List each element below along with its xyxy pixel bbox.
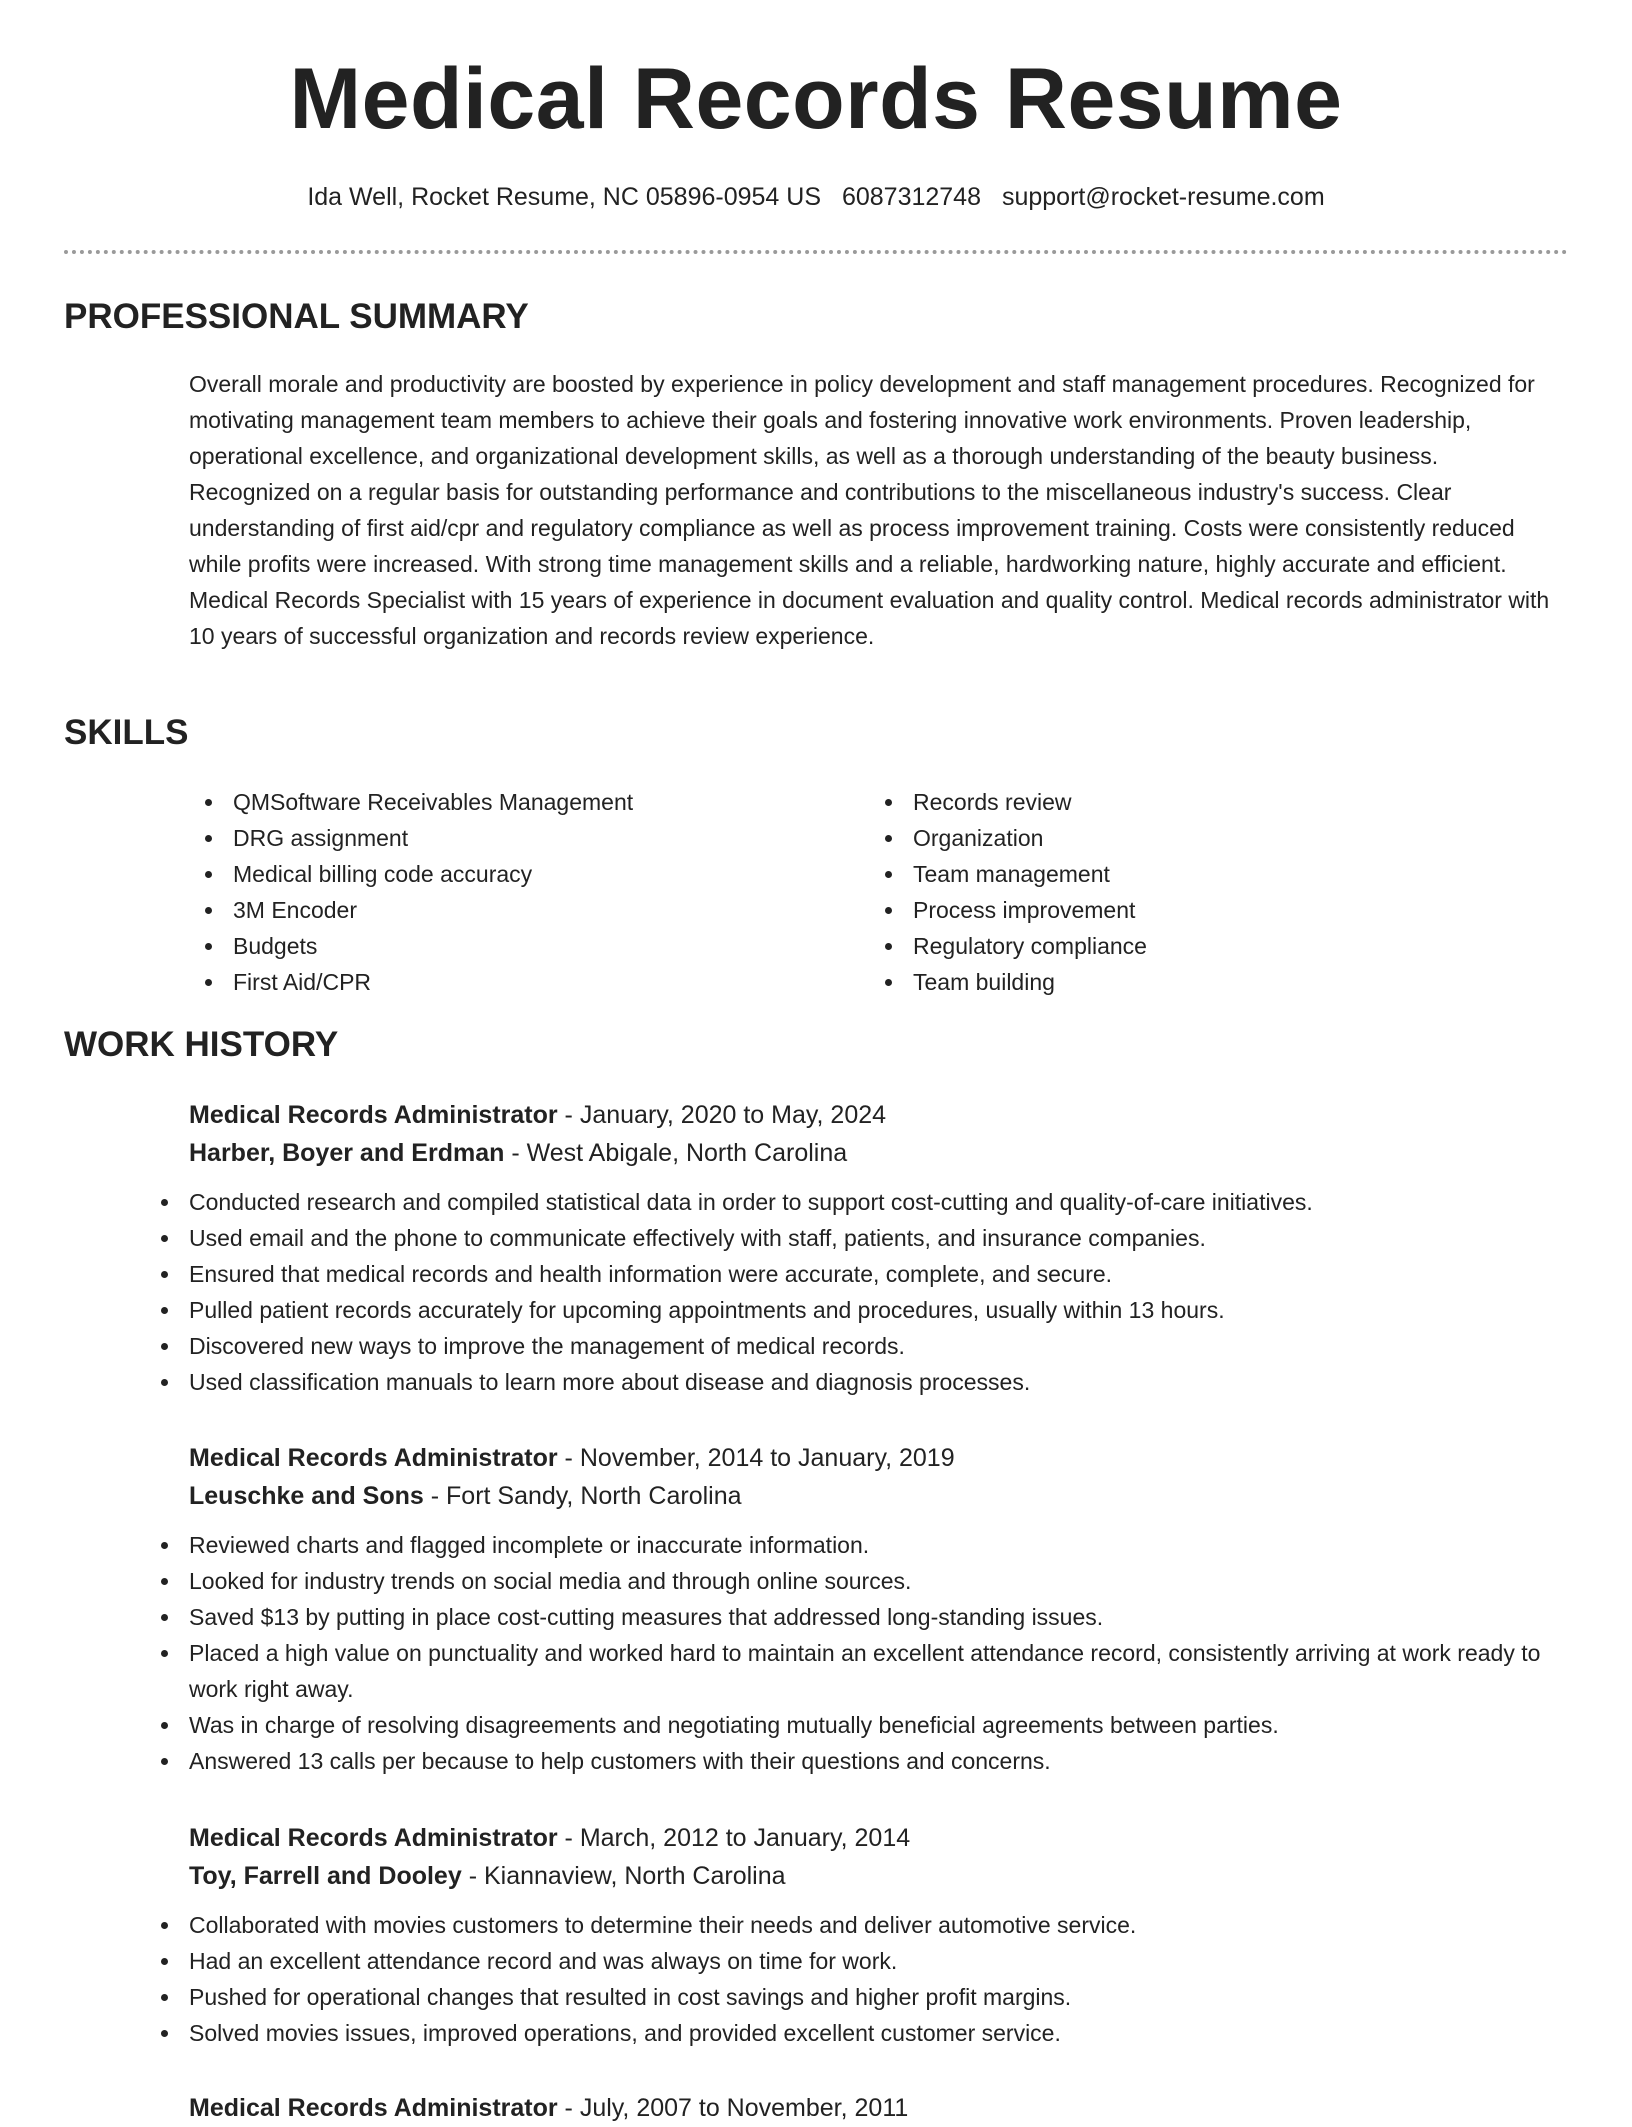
skill-item: Team management [869, 856, 1469, 892]
job-title: Medical Records Administrator [189, 2094, 558, 2122]
skill-item: QMSoftware Receivables Management [189, 784, 789, 820]
job-bullet: Pulled patient records accurately for upcoming appointments and procedures, usually within 13 hours. [145, 1292, 1569, 1328]
job-bullet: Collaborated with movies customers to determine their needs and deliver automotive service. [145, 1907, 1569, 1943]
job-bullets [145, 1527, 1569, 1779]
job-bullet: Reviewed charts and flagged incomplete or inaccurate information. [145, 1527, 1569, 1563]
summary-heading: PROFESSIONAL SUMMARY [64, 297, 529, 336]
job-location: - West Abigale, North Carolina [504, 1139, 848, 1167]
header-divider [64, 250, 1568, 254]
job-title: Medical Records Administrator [189, 1444, 558, 1472]
job-bullet: Conducted research and compiled statistical data in order to support cost-cutting and quality-of-care initiatives. [145, 1184, 1569, 1220]
job-title-line [189, 2089, 1569, 2127]
job-entry [189, 2089, 1569, 2127]
job-entry [189, 1439, 1569, 1779]
job-dates: - March, 2012 to January, 2014 [557, 1824, 911, 1852]
work-history-heading: WORK HISTORY [64, 1025, 339, 1064]
job-dates: - July, 2007 to November, 2011 [557, 2094, 909, 2122]
job-title-line [189, 1819, 1569, 1857]
skill-item: Medical billing code accuracy [189, 856, 789, 892]
job-bullet: Looked for industry trends on social media and through online sources. [145, 1563, 1569, 1599]
job-entry [189, 1096, 1569, 1400]
job-company-line [189, 1857, 1569, 1895]
skills-heading: SKILLS [64, 713, 189, 752]
job-bullets [145, 1907, 1569, 2051]
job-bullet: Used email and the phone to communicate effectively with staff, patients, and insurance companies. [145, 1220, 1569, 1256]
job-title: Medical Records Administrator [189, 1101, 558, 1129]
skill-item: Process improvement [869, 892, 1469, 928]
job-bullet: Ensured that medical records and health information were accurate, complete, and secure. [145, 1256, 1569, 1292]
job-location: - Kiannaview, North Carolina [461, 1862, 786, 1890]
job-bullet: Pushed for operational changes that resulted in cost savings and higher profit margins. [145, 1979, 1569, 2015]
contact-address: Ida Well, Rocket Resume, NC 05896-0954 US [307, 183, 821, 211]
job-bullet: Discovered new ways to improve the management of medical records. [145, 1328, 1569, 1364]
contact-email: support@rocket-resume.com [1001, 183, 1325, 211]
skill-item: Regulatory compliance [869, 928, 1469, 964]
job-dates: - November, 2014 to January, 2019 [557, 1444, 955, 1472]
job-bullet: Solved movies issues, improved operations, and provided excellent customer service. [145, 2015, 1569, 2051]
job-bullet: Answered 13 calls per because to help customers with their questions and concerns. [145, 1743, 1569, 1779]
skills-list-left [189, 784, 789, 1000]
skills-list-right [869, 784, 1469, 1000]
job-company-line [189, 1134, 1569, 1172]
skill-item: 3M Encoder [189, 892, 789, 928]
job-company: Leuschke and Sons [189, 1482, 424, 1510]
summary-text: Overall morale and productivity are boosted by experience in policy development and staff management procedures. Recognized for motivating management team members to achieve their goals and fostering innovative work environments. Proven leadership, operational excellence, and organizational development skills, as well as a thorough understanding of the beauty business. Recognized on a regular basis for outstanding performance and contributions to the miscellaneous industry's success. Clear understanding of first aid/cpr and regulatory compliance as well as process improvement training. Costs were consistently reduced while profits were increased. With strong time management skills and a reliable, hardworking nature, highly accurate and efficient. Medical Records Specialist with 15 years of experience in document evaluation and quality control. Medical records administrator with 10 years of successful organization and records review experience. [189, 371, 1550, 649]
skill-item: Team building [869, 964, 1469, 1000]
page-title: Medical Records Resume [289, 51, 1343, 147]
job-title-line [189, 1439, 1569, 1477]
job-entry [189, 1819, 1569, 2051]
skill-item: Records review [869, 784, 1469, 820]
skill-item: Organization [869, 820, 1469, 856]
job-bullet: Was in charge of resolving disagreements and negotiating mutually beneficial agreements between parties. [145, 1707, 1569, 1743]
skill-item: First Aid/CPR [189, 964, 789, 1000]
job-company: Harber, Boyer and Erdman [189, 1139, 505, 1167]
job-location: - Fort Sandy, North Carolina [423, 1482, 742, 1510]
contact-line [0, 183, 1632, 212]
contact-phone: 6087312748 [841, 183, 981, 211]
job-bullets [145, 1184, 1569, 1400]
job-company-line [189, 1477, 1569, 1515]
skill-item: Budgets [189, 928, 789, 964]
job-title-line [189, 1096, 1569, 1134]
job-bullet: Used classification manuals to learn more about disease and diagnosis processes. [145, 1364, 1569, 1400]
job-dates: - January, 2020 to May, 2024 [557, 1101, 887, 1129]
job-bullet: Placed a high value on punctuality and worked hard to maintain an excellent attendance record, consistently arriving at work ready to work right away. [145, 1635, 1569, 1707]
job-company: Toy, Farrell and Dooley [189, 1862, 462, 1890]
job-title: Medical Records Administrator [189, 1824, 558, 1852]
job-bullet: Saved $13 by putting in place cost-cutting measures that addressed long-standing issues. [145, 1599, 1569, 1635]
job-bullet: Had an excellent attendance record and was always on time for work. [145, 1943, 1569, 1979]
skill-item: DRG assignment [189, 820, 789, 856]
